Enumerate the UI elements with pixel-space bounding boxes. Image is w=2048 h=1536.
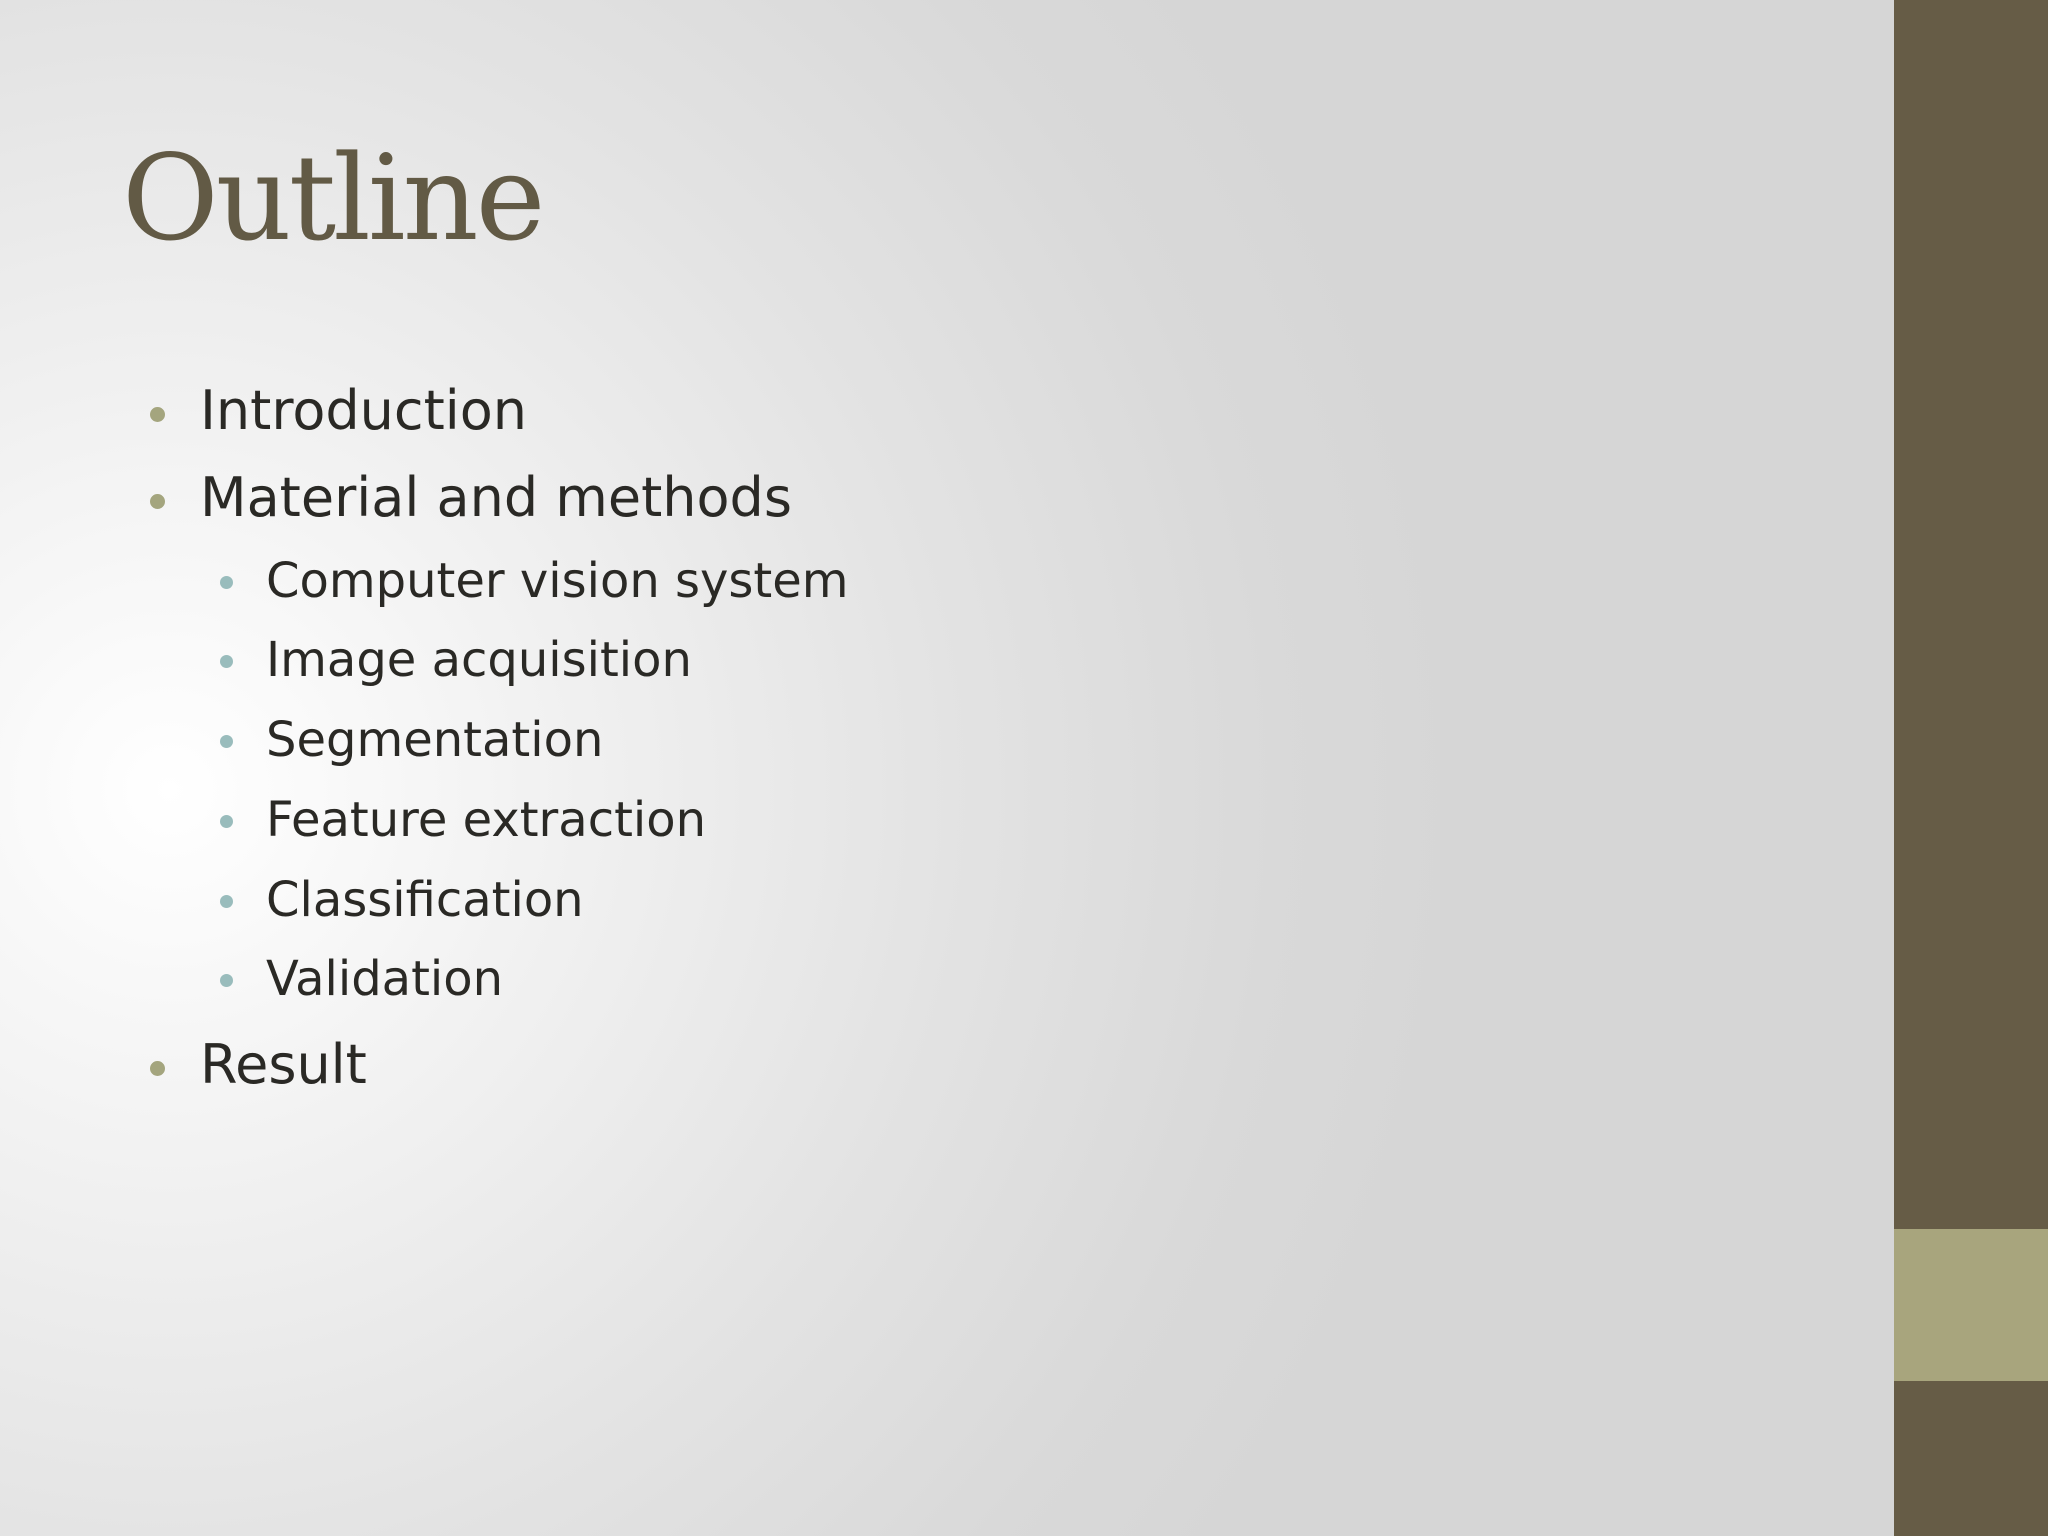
outline-subitem-label: Image acquisition [266, 632, 692, 688]
bullet-icon [150, 494, 165, 509]
sub-bullet-icon [220, 576, 233, 589]
outline-subitem-computer-vision-system [266, 545, 849, 617]
outline-subitem-feature-extraction [266, 784, 706, 856]
outline-subitem-label: Feature extraction [266, 792, 707, 848]
outline-subitem-label: Segmentation [266, 712, 604, 768]
sub-bullet-icon [220, 655, 233, 668]
bullet-icon [150, 1061, 165, 1076]
outline-item-label: Result [200, 1033, 367, 1096]
outline-item-introduction [200, 371, 527, 451]
outline-item-label: Material and methods [200, 466, 792, 529]
bullet-icon [150, 407, 165, 422]
sub-bullet-icon [220, 735, 233, 748]
outline-item-material-and-methods [200, 458, 792, 538]
slide-title: Outline [122, 129, 543, 267]
outline-subitem-label: Computer vision system [266, 553, 849, 609]
outline-item-result [200, 1025, 367, 1105]
sub-bullet-icon [220, 974, 233, 987]
outline-subitem-image-acquisition [266, 624, 692, 696]
decorative-side-accent [1894, 1229, 2048, 1381]
sub-bullet-icon [220, 815, 233, 828]
outline-subitem-classification [266, 864, 584, 936]
outline-subitem-label: Classification [266, 872, 584, 928]
outline-subitem-label: Validation [266, 951, 504, 1007]
sub-bullet-icon [220, 895, 233, 908]
outline-item-label: Introduction [200, 379, 528, 442]
outline-subitem-validation [266, 943, 503, 1015]
outline-subitem-segmentation [266, 704, 603, 776]
